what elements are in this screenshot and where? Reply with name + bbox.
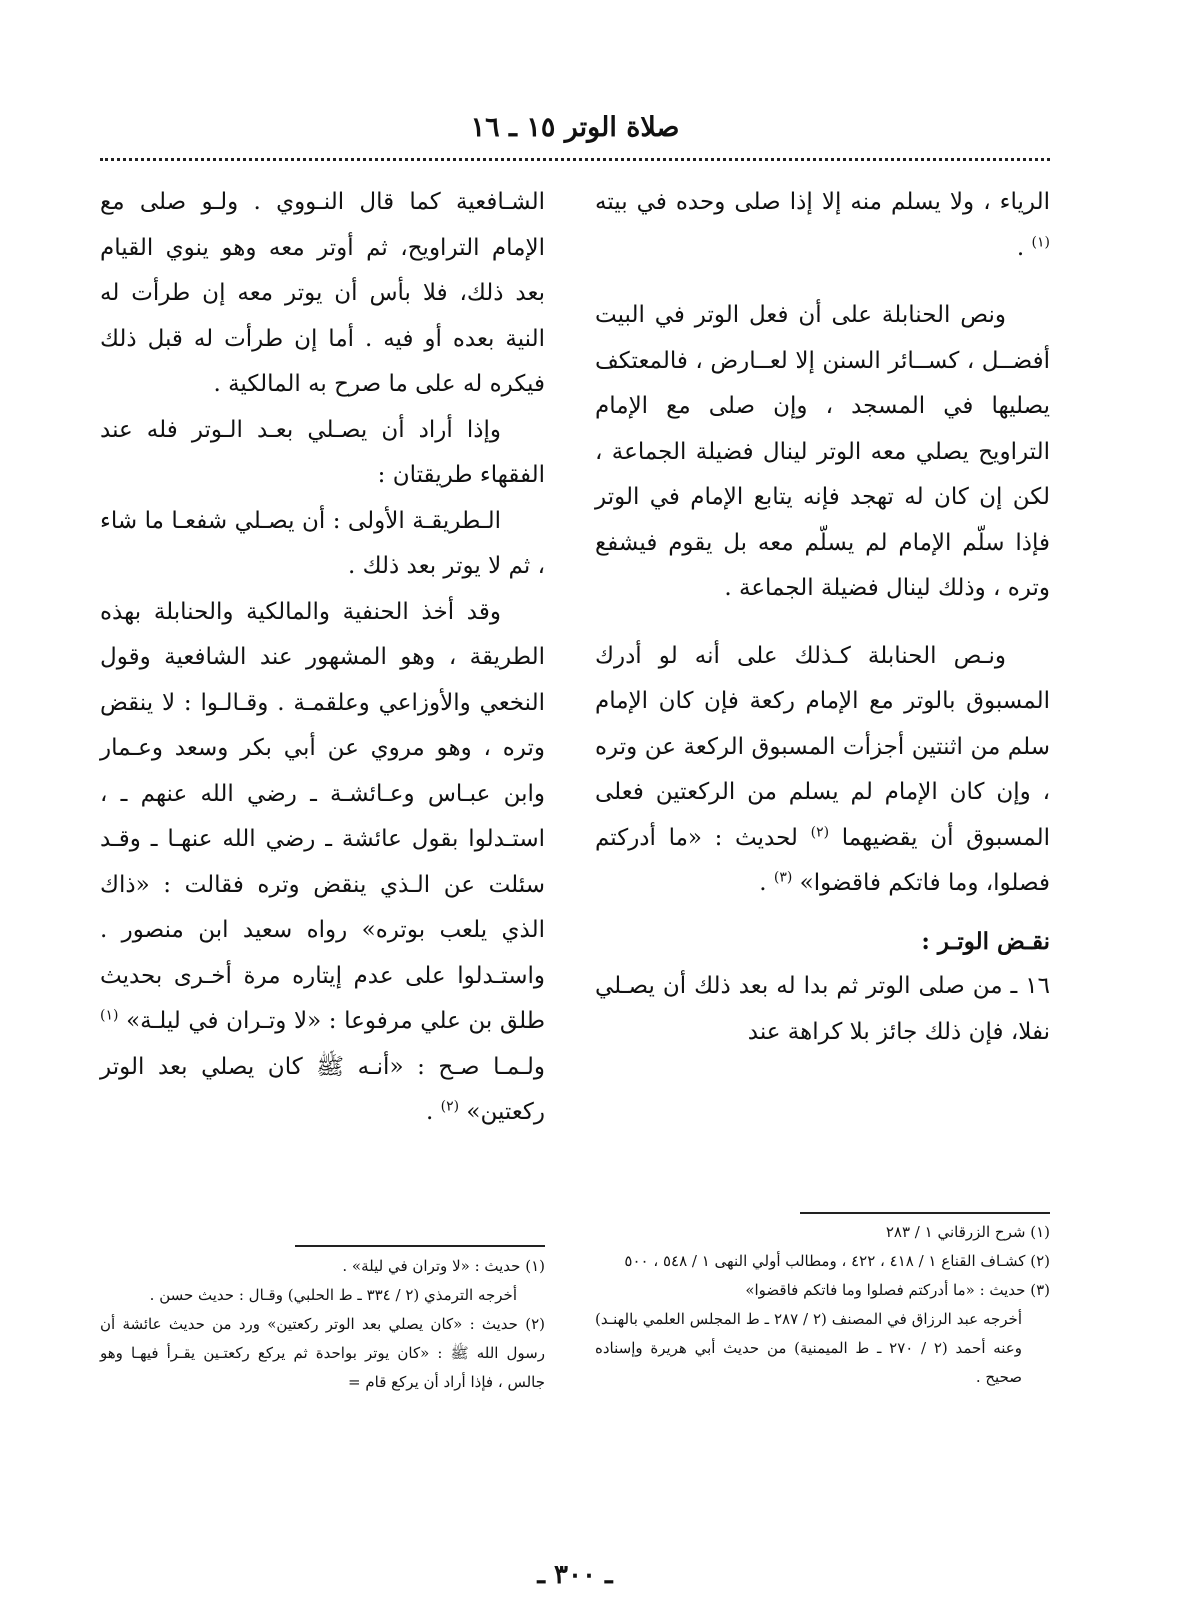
footnote — [595, 1247, 1050, 1276]
paragraph — [100, 590, 545, 1136]
paragraph-end: . — [759, 870, 767, 896]
paragraph-end: . — [1016, 234, 1025, 261]
footnote-text: شرح الزرقاني ١ / ٢٨٣ — [885, 1223, 1026, 1241]
paragraph: الشـافعية كما قال النـووي . ولـو صلى مع الإمام التراويح، ثم أوتر معه وهو ينوي القيام بعد ذلك، فلا بأس أن يوتر معه إن طرأت له النية بعده أو فيه . أما إن طرأت له قبل ذلك فيكره له على ما صرح به المالكية . — [100, 189, 545, 397]
footnote-body: أخرجه عبد الرزاق في المصنف (٢ / ٢٨٧ ـ ط المجلس العلمي بالهنـد) وعنه أحمد (٢ / ٢٧٠ ـ ط الميمنية) من حديث أبي هريرة وإسناده صحيح . — [595, 1310, 1022, 1386]
header-dotted-rule — [100, 158, 1050, 161]
paragraph: ١٦ ـ من صلى الوتر ثم بدا له بعد ذلك أن يصـلي نفلا، فإن ذلك جائز بلا كراهة عند — [595, 973, 1050, 1045]
section-heading: نقـض الوتـر : — [921, 927, 1050, 955]
footnote-text: كشـاف القناع ١ / ٤١٨ ، ٤٢٢ ، ومطالب أولي النهى ١ / ٥٤٨ ، ٥٠٠ — [624, 1252, 1026, 1270]
footnote-rule — [800, 1212, 1050, 1214]
footnotes-left — [100, 1252, 545, 1397]
page-number: ـ ٣٠٠ ـ — [537, 1560, 613, 1590]
footnote-text: حديث : «ما أدركتم فصلوا وما فاتكم فاقضوا» — [745, 1281, 1026, 1299]
footnote-text: حديث : «كان يصلي بعد الوتر ركعتين» ورد من حديث عائشة أن رسول الله ﷺ : «كان يوتر بواحدة ثم يركع ركعتـين يقـرأ فيهـا وهو جالس ، فإذا أراد أن يركع قام = — [100, 1315, 545, 1391]
footnote-number: (١) — [525, 1257, 545, 1275]
footnote — [595, 1218, 1050, 1247]
footnote-number: (٢) — [1030, 1252, 1050, 1270]
footnotes-right — [595, 1218, 1050, 1392]
paragraph-text: ولـمـا صـح : «أنـه ﷺ كان يصلي بعد الوتر ركعتين» — [100, 1053, 545, 1125]
footnote — [595, 1276, 1050, 1305]
paragraph: ونص الحنابلة على أن فعل الوتر في البيت أفضــل ، كســائر السنن إلا لعــارض ، فالمعتكف يصليها في المسجد ، وإن صلى مع الإمام التراويح يصلي معه الوتر لينال فضيلة الجماعة ، لكن إن كان له تهجد فإنه يتابع الإمام في الوتر فإذا سلّم الإمام لم يسلّم معه بل يقوم فيشفع وتره ، وذلك لينال فضيلة الجماعة . — [595, 302, 1050, 601]
paragraph-text: وقد أخذ الحنفية والمالكية والحنابلة بهذه الطريقة ، وهو المشهور عند الشافعية وقول النخعي والأوزاعي وعلقمـة . وقـالـوا : لا ينقض وتره ، وهو مروي عن أبي بكر وسعد وعـمار وابن عبـاس وعـائشـة ـ رضي الله عنهم ـ ، استـدلوا بقول عائشة ـ رضي الله عنهـا ـ وقـد سئلت عن الـذي ينقض وتره فقالت : «ذاك الذي يلعب بوتره» رواه سعيد ابن منصور . واستـدلوا على عدم إيتاره مرة أخـرى بحديث طلق بن علي مرفوعا : «لا وتـران في ليلـة» — [100, 598, 546, 1034]
left-column — [100, 180, 545, 1136]
paragraph-text: لحديث : «ما أدركتم فصلوا، وما فاتكم فاقضوا» — [595, 824, 1050, 896]
footnote — [100, 1310, 545, 1397]
footnote-ref: (٢) — [440, 1098, 460, 1115]
paragraph-text: الرياء ، ولا يسلم منه إلا إذا صلى وحده في بيته — [595, 189, 1050, 215]
footnote-number: (٢) — [525, 1315, 545, 1333]
paragraph-text: ونـص الحنابلة كـذلك على أنه لو أدرك المسبوق بالوتر مع الإمام ركعة فإن كان الإمام سلم من اثنتين أجزأت المسبوق الركعة عن وتره ، وإن كان الإمام لم يسلم من الركعتين فعلى المسبوق أن يقضيهما — [595, 642, 1050, 851]
footnote-ref: (٢) — [810, 823, 830, 840]
footnote-number: (٣) — [1030, 1281, 1050, 1299]
footnote-ref: (١) — [100, 1007, 119, 1024]
footnote-text: حديث : «لا وتران في ليلة» . — [342, 1257, 521, 1275]
footnote-number: (١) — [1030, 1223, 1050, 1241]
footnote-ref: (١) — [1031, 233, 1050, 250]
paragraph: الـطريقـة الأولى : أن يصـلي شفعـا ما شاء ، ثم لا يوتر بعد ذلك . — [100, 507, 545, 579]
footnote — [100, 1252, 545, 1281]
running-header: صلاة الوتر ١٥ ـ ١٦ — [470, 112, 680, 143]
paragraph: وإذا أراد أن يصـلي بعـد الـوتر فله عند الفقهاء طريقتان : — [100, 416, 545, 488]
paragraph-end: . — [425, 1099, 434, 1125]
paragraph — [595, 180, 1050, 271]
footnote-body: أخرجه الترمذي (٢ / ٣٣٤ ـ ط الحلبي) وقـال : حديث حسن . — [149, 1286, 517, 1304]
paragraph — [595, 634, 1050, 907]
right-column — [595, 180, 1050, 1055]
footnote-rule — [295, 1245, 545, 1247]
footnote-ref: (٣) — [773, 869, 793, 886]
